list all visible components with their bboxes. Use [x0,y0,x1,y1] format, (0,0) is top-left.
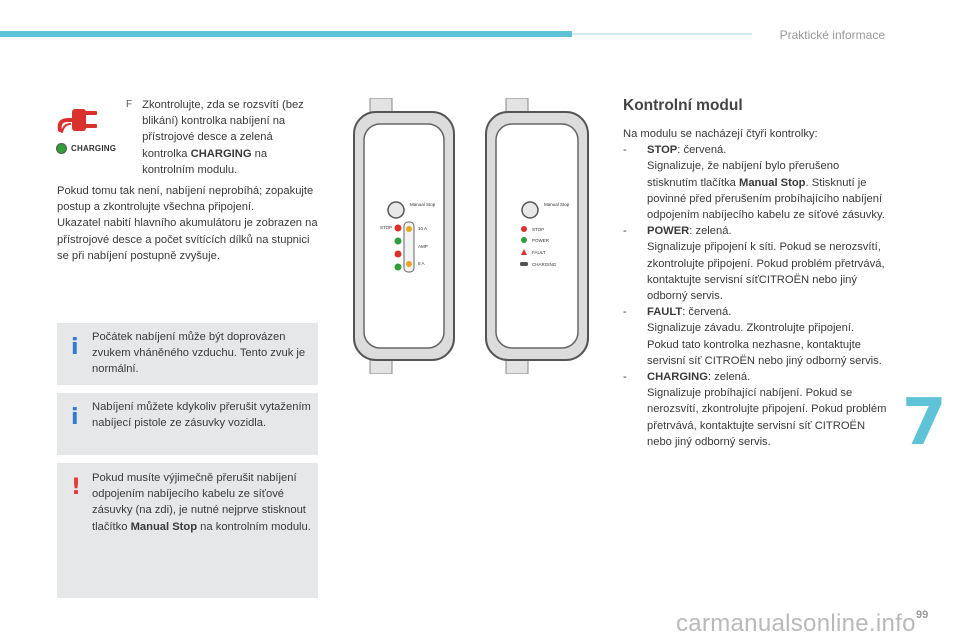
manual-stop-label: Manual Stop [410,202,436,207]
note-text: Počátek nabíjení může být doprovázen zvukem vháněného vzduchu. Tento zvuk je normální. [92,331,306,376]
instruction-bullet [126,97,321,178]
charging-indicator-label: CHARGING [71,143,117,153]
header-accent-bar [0,31,572,37]
page-section-title: Praktické informace [779,28,885,42]
list-item-fault: - FAULT: červená. Signalizuje závadu. Zkontrolujte připojení. Pokud tato kontrolka nezhasne, kontaktujte servisní síť CITROËN nebo jiný odborný servis. [623,306,882,367]
control-module-illustration [344,98,598,374]
chapter-number: 7 [902,386,947,460]
info-note-interrupt [57,393,318,455]
list-item-charging: - CHARGING: zelená. Signalizuje probíhající nabíjení. Pokud se nerozsvítí, zkontrolujte připojení. Pokud problém přetrvává, kontaktujte servisní síť CITROËN nebo jiný odborný servis. [623,371,887,448]
stop-led-label: STOP [532,227,545,232]
battery-gauge-paragraph: Ukazatel nabití hlavního akumulátoru je zobrazen na přístrojové desce a počet svítících dílků na stupnici se při nabíjení postupně zvyšuje. [57,217,318,262]
watermark-link[interactable]: carmanualsonline.info [676,610,916,637]
charging-led-icon [56,143,67,154]
fault-led-label: FAULT [532,250,546,255]
charging-info-text [57,183,322,264]
amp-unit-label: AMP [418,244,428,249]
note-text: Pokud musíte výjimečně přerušit nabíjení odpojením nabíjecího kabelu ze síťové zásuvky (na zdi), je nutné nejprve stisknout tlačítko Manual Stop na kontrolním modulu. [92,472,311,533]
instruction-text: Zkontrolujte, zda se rozsvítí (bez blikání) kontrolka nabíjení na přístrojové desce a zelená kontrolka CHARGING na kontrolním modulu. [142,99,304,176]
list-item-power: - POWER: zelená. Signalizuje připojení k síti. Pokud se nerozsvítí, zkontrolujte připojení. Pokud problém přetrvává, kontaktujte servisní síťCITROËN nebo jiný odborný servis. [623,225,885,303]
warning-note-manual-stop [57,463,318,598]
info-note-air-noise [57,323,318,385]
bullet-arrow-icon: F [126,99,133,110]
manual-stop-label: Manual Stop [544,202,570,207]
stop-led-label: STOP [380,225,393,230]
note-text: Nabíjení můžete kdykoliv přerušit vytažením nabíjecí pistole ze zásuvky vozidla. [92,401,311,430]
header-accent-line [572,33,752,35]
control-module-led-version [486,98,588,374]
list-intro: Na modulu se nacházejí čtyři kontrolky: [623,128,818,140]
charging-plug-icon [56,100,102,136]
charging-led-label: CHARGING [532,262,557,267]
list-item-stop: - STOP: červená. Signalizuje, že nabíjení bylo přerušeno stisknutím tlačítka Manual Stop. Stisknutí je povinné před přerušením probíhajícího nabíjení odpojením nabíjecího kabelu ze síťové zásuvky. [623,144,885,222]
power-led-label: POWER [532,238,550,243]
charging-indicator [56,141,116,155]
info-icon: i [71,335,79,360]
warning-icon: ! [71,475,82,500]
info-icon: i [71,405,79,430]
led-description-list [623,126,888,450]
page-number: 99 [916,609,929,621]
amp-8-label: 8 A [418,261,425,266]
control-module-amp-version [354,98,454,374]
retry-paragraph: Pokud tomu tak není, nabíjení neprobíhá; zopakujte postup a zkontrolujte všechna připojení. [57,185,314,214]
amp-10-label: 10 A [418,226,428,231]
section-heading: Kontrolní modul [623,97,743,114]
